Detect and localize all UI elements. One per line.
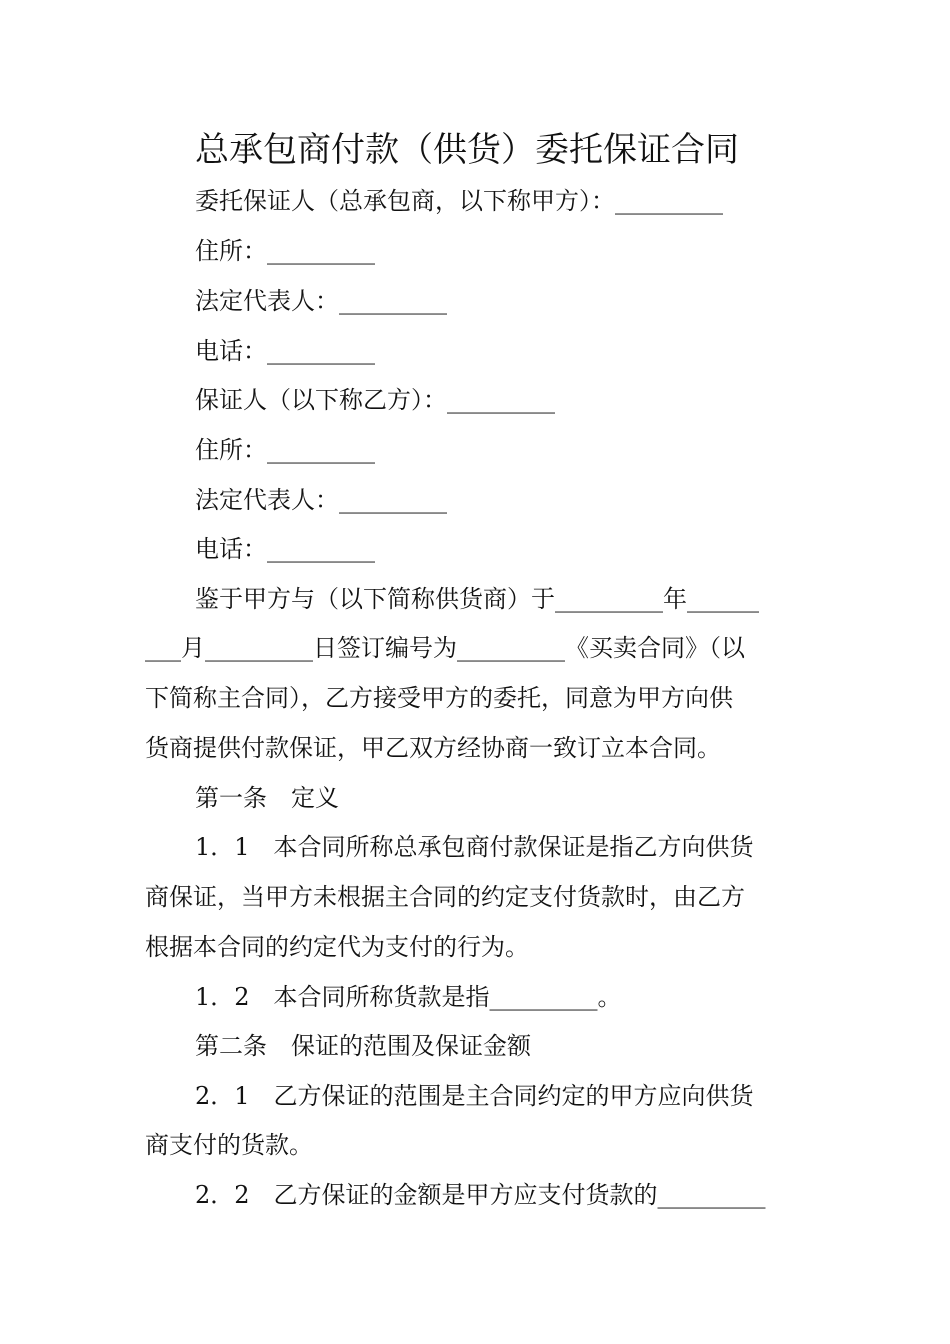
contract-title: 总承包商付款（供货）委托保证合同: [195, 130, 739, 170]
party-a-representative: 法定代表人：_________: [195, 287, 447, 315]
party-b-phone: 电话：_________: [195, 535, 375, 563]
party-a-address: 住所：_________: [195, 237, 375, 265]
clause-1-1-line-3: 根据本合同的约定代为支付的行为。: [145, 933, 529, 961]
clause-1-1-line-2: 商保证，当甲方未根据主合同的约定支付货款时，由乙方: [145, 883, 745, 911]
preamble-line-3: 下简称主合同），乙方接受甲方的委托，同意为甲方向供: [145, 684, 733, 712]
article-2-heading: 第二条 保证的范围及保证金额: [195, 1032, 531, 1060]
preamble-line-1: 鉴于甲方与（以下简称供货商）于_________年______: [195, 585, 759, 613]
article-1-heading: 第一条 定义: [195, 784, 339, 812]
preamble-line-4: 货商提供付款保证，甲乙双方经协商一致订立本合同。: [145, 734, 721, 762]
party-b-representative: 法定代表人：_________: [195, 486, 447, 514]
clause-1-2: 1．2 本合同所称货款是指_________。: [195, 983, 622, 1011]
clause-2-2-line-1: 2．2 乙方保证的金额是甲方应支付货款的_________: [195, 1181, 766, 1209]
clause-2-1-line-1: 2．1 乙方保证的范围是主合同约定的甲方应向供货: [195, 1082, 754, 1110]
preamble-line-2: ___月_________日签订编号为_________《买卖合同》（以: [145, 634, 745, 662]
party-a-phone: 电话：_________: [195, 337, 375, 365]
party-b-line: 保证人（以下称乙方）：_________: [195, 386, 555, 414]
party-a-line: 委托保证人（总承包商，以下称甲方）：_________: [195, 187, 723, 215]
clause-2-1-line-2: 商支付的货款。: [145, 1131, 313, 1159]
party-b-address: 住所：_________: [195, 436, 375, 464]
clause-1-1-line-1: 1．1 本合同所称总承包商付款保证是指乙方向供货: [195, 833, 754, 861]
